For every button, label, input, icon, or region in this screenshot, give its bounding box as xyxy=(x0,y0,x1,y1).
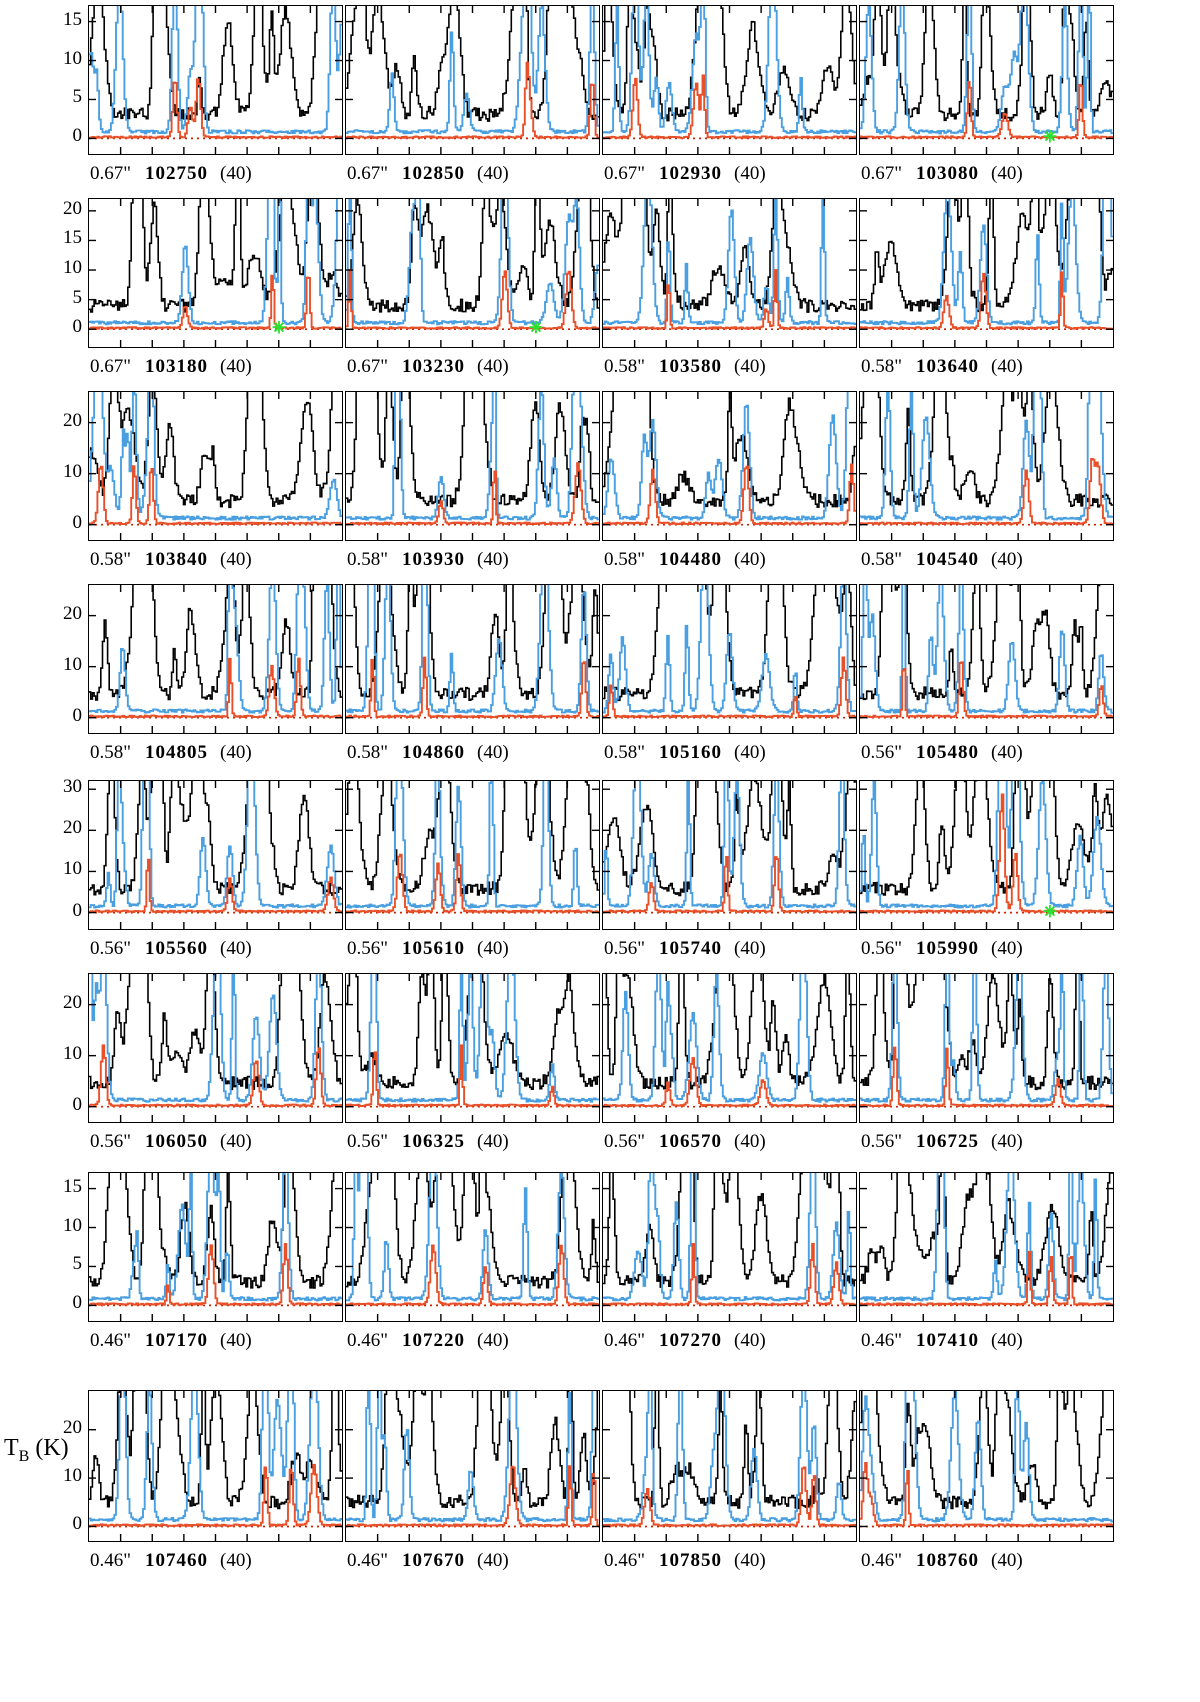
beam-size-label: 0.67" xyxy=(90,163,132,184)
frequency-label: 102850 xyxy=(402,163,466,184)
channel-count-label: (40) xyxy=(991,163,1023,184)
plot-area xyxy=(859,5,1114,155)
frequency-label: 103180 xyxy=(145,356,209,377)
beam-size-label: 0.58" xyxy=(861,356,903,377)
frequency-label: 107410 xyxy=(916,1330,980,1351)
beam-size-label: 0.56" xyxy=(861,742,903,763)
channel-count-label: (40) xyxy=(477,356,509,377)
y-axis-tick-label: 30 xyxy=(63,776,82,798)
plot-area xyxy=(602,198,857,348)
y-axis-tick-label: 0 xyxy=(72,1093,82,1115)
y-axis-tick-label: 0 xyxy=(72,704,82,726)
beam-size-label: 0.56" xyxy=(861,1131,903,1152)
frequency-label: 107670 xyxy=(402,1550,466,1571)
full-model-trace xyxy=(860,6,1113,133)
frequency-label: 105560 xyxy=(145,938,209,959)
frequency-label: 106725 xyxy=(916,1131,980,1152)
frequency-label: 105480 xyxy=(916,742,980,763)
frequency-label: 107220 xyxy=(402,1330,466,1351)
plot-area xyxy=(602,780,857,930)
panel-caption xyxy=(90,549,252,571)
panel-caption xyxy=(90,163,252,185)
beam-size-label: 0.67" xyxy=(604,163,646,184)
panel-caption xyxy=(90,1131,252,1153)
channel-count-label: (40) xyxy=(991,1330,1023,1351)
channel-count-label: (40) xyxy=(477,742,509,763)
y-axis-tick-label: 10 xyxy=(63,1465,82,1487)
y-axis-tick-label: 0 xyxy=(72,511,82,533)
channel-count-label: (40) xyxy=(734,1131,766,1152)
plot-area xyxy=(88,391,343,541)
y-axis-tick-label: 10 xyxy=(63,858,82,880)
channel-count-label: (40) xyxy=(734,1330,766,1351)
line-marker-star: ✳ xyxy=(1043,129,1057,146)
y-axis-tick-label: 10 xyxy=(63,1214,82,1236)
y-axis-tick-label: 10 xyxy=(63,47,82,69)
full-model-trace xyxy=(346,974,599,1102)
channel-count-label: (40) xyxy=(991,938,1023,959)
panel-caption xyxy=(604,742,766,764)
frequency-label: 107270 xyxy=(659,1330,723,1351)
channel-count-label: (40) xyxy=(991,742,1023,763)
panel-caption xyxy=(861,356,1023,378)
panel-caption xyxy=(604,549,766,571)
beam-size-label: 0.67" xyxy=(861,163,903,184)
y-axis-tick-label: 20 xyxy=(63,197,82,219)
frequency-label: 103930 xyxy=(402,549,466,570)
panel-caption xyxy=(347,549,509,571)
beam-size-label: 0.56" xyxy=(90,938,132,959)
beam-size-label: 0.56" xyxy=(604,1131,646,1152)
beam-size-label: 0.58" xyxy=(347,742,389,763)
beam-size-label: 0.46" xyxy=(604,1330,646,1351)
full-model-trace xyxy=(89,1173,342,1300)
frequency-label: 107460 xyxy=(145,1550,209,1571)
y-axis-tick-label: 20 xyxy=(63,817,82,839)
y-axis-tick-label: 0 xyxy=(72,1513,82,1535)
beam-size-label: 0.56" xyxy=(347,1131,389,1152)
beam-size-label: 0.67" xyxy=(347,356,389,377)
y-axis-tick-label: 5 xyxy=(72,1253,82,1275)
y-axis-tick-label: 20 xyxy=(63,602,82,624)
full-model-trace xyxy=(89,585,342,713)
frequency-label: 106050 xyxy=(145,1131,209,1152)
plot-area xyxy=(345,198,600,348)
beam-size-label: 0.67" xyxy=(347,163,389,184)
panel-caption xyxy=(347,163,509,185)
channel-count-label: (40) xyxy=(734,163,766,184)
frequency-label: 104805 xyxy=(145,742,209,763)
full-model-trace xyxy=(603,199,856,324)
frequency-label: 108760 xyxy=(916,1550,980,1571)
channel-count-label: (40) xyxy=(734,549,766,570)
observed-spectrum-trace xyxy=(860,585,1113,700)
frequency-label: 105740 xyxy=(659,938,723,959)
frequency-label: 105990 xyxy=(916,938,980,959)
observed-spectrum-trace xyxy=(860,392,1113,507)
channel-count-label: (40) xyxy=(477,938,509,959)
frequency-label: 105160 xyxy=(659,742,723,763)
full-model-trace xyxy=(603,1173,856,1300)
species-model-trace xyxy=(346,854,599,912)
channel-count-label: (40) xyxy=(477,1330,509,1351)
channel-count-label: (40) xyxy=(220,549,252,570)
plot-area xyxy=(859,1390,1114,1542)
y-axis-tick-label: 0 xyxy=(72,1292,82,1314)
beam-size-label: 0.46" xyxy=(347,1330,389,1351)
frequency-label: 104860 xyxy=(402,742,466,763)
channel-count-label: (40) xyxy=(220,1550,252,1571)
plot-area xyxy=(859,584,1114,734)
panel-caption xyxy=(604,938,766,960)
y-axis-tick-label: 0 xyxy=(72,316,82,338)
panel-caption xyxy=(347,1550,509,1572)
beam-size-label: 0.58" xyxy=(347,549,389,570)
frequency-label: 104540 xyxy=(916,549,980,570)
full-model-trace xyxy=(346,585,599,713)
y-axis-tick-label: 10 xyxy=(63,460,82,482)
observed-spectrum-trace xyxy=(89,1173,342,1288)
beam-size-label: 0.56" xyxy=(604,938,646,959)
y-axis-tick-label: 0 xyxy=(72,125,82,147)
plot-area xyxy=(602,5,857,155)
plot-area xyxy=(345,780,600,930)
plot-area xyxy=(345,5,600,155)
frequency-label: 107850 xyxy=(659,1550,723,1571)
channel-count-label: (40) xyxy=(477,1550,509,1571)
panel-caption xyxy=(90,356,252,378)
channel-count-label: (40) xyxy=(220,356,252,377)
frequency-label: 105610 xyxy=(402,938,466,959)
full-model-trace xyxy=(860,585,1113,713)
channel-count-label: (40) xyxy=(220,163,252,184)
panel-caption xyxy=(347,1330,509,1352)
plot-area xyxy=(859,780,1114,930)
plot-area xyxy=(345,584,600,734)
y-axis-tick-label: 0 xyxy=(72,899,82,921)
y-axis-tick-label: 15 xyxy=(63,227,82,249)
y-axis-tick-label: 5 xyxy=(72,286,82,308)
channel-count-label: (40) xyxy=(991,356,1023,377)
full-model-trace xyxy=(89,1391,342,1521)
channel-count-label: (40) xyxy=(220,1330,252,1351)
frequency-label: 107170 xyxy=(145,1330,209,1351)
beam-size-label: 0.58" xyxy=(604,356,646,377)
full-model-trace xyxy=(89,781,342,908)
beam-size-label: 0.56" xyxy=(347,938,389,959)
channel-count-label: (40) xyxy=(477,1131,509,1152)
line-marker-star: ✳ xyxy=(1043,904,1057,921)
y-axis-tick-label: 15 xyxy=(63,8,82,30)
channel-count-label: (40) xyxy=(991,1550,1023,1571)
frequency-label: 103080 xyxy=(916,163,980,184)
plot-area xyxy=(88,1172,343,1322)
frequency-label: 102750 xyxy=(145,163,209,184)
channel-count-label: (40) xyxy=(220,1131,252,1152)
channel-count-label: (40) xyxy=(734,1550,766,1571)
plot-area xyxy=(345,973,600,1123)
plot-area xyxy=(602,391,857,541)
panel-caption xyxy=(861,549,1023,571)
channel-count-label: (40) xyxy=(734,938,766,959)
panel-caption xyxy=(90,1550,252,1572)
plot-area xyxy=(602,584,857,734)
panel-caption xyxy=(347,356,509,378)
channel-count-label: (40) xyxy=(734,356,766,377)
channel-count-label: (40) xyxy=(734,742,766,763)
beam-size-label: 0.58" xyxy=(604,549,646,570)
line-marker-star: ✳ xyxy=(529,320,543,337)
full-model-trace xyxy=(346,392,599,520)
observed-spectrum-trace xyxy=(89,392,342,507)
frequency-label: 103230 xyxy=(402,356,466,377)
channel-count-label: (40) xyxy=(220,938,252,959)
line-marker-star: ✳ xyxy=(272,320,286,337)
beam-size-label: 0.46" xyxy=(90,1330,132,1351)
full-model-trace xyxy=(603,974,856,1102)
plot-area xyxy=(345,391,600,541)
observed-spectrum-trace xyxy=(89,974,342,1089)
observed-spectrum-trace xyxy=(603,974,856,1089)
beam-size-label: 0.58" xyxy=(90,549,132,570)
panel-caption xyxy=(347,742,509,764)
channel-count-label: (40) xyxy=(220,742,252,763)
plot-area xyxy=(88,5,343,155)
panel-caption xyxy=(90,742,252,764)
beam-size-label: 0.46" xyxy=(861,1330,903,1351)
beam-size-label: 0.56" xyxy=(861,938,903,959)
panel-caption xyxy=(604,1131,766,1153)
full-model-trace xyxy=(346,1391,599,1521)
observed-spectrum-trace xyxy=(346,1391,599,1507)
frequency-label: 106570 xyxy=(659,1131,723,1152)
plot-area xyxy=(345,1390,600,1542)
beam-size-label: 0.56" xyxy=(90,1131,132,1152)
plot-area xyxy=(345,1172,600,1322)
full-model-trace xyxy=(346,1173,599,1300)
beam-size-label: 0.67" xyxy=(90,356,132,377)
plot-area xyxy=(88,1390,343,1542)
panel-caption xyxy=(861,1550,1023,1572)
panel-caption xyxy=(861,1330,1023,1352)
plot-area xyxy=(602,973,857,1123)
frequency-label: 103840 xyxy=(145,549,209,570)
plot-area xyxy=(602,1390,857,1542)
panel-caption xyxy=(861,163,1023,185)
channel-count-label: (40) xyxy=(477,549,509,570)
observed-spectrum-trace xyxy=(603,585,856,700)
y-axis-tick-label: 10 xyxy=(63,1042,82,1064)
panel-caption xyxy=(861,742,1023,764)
plot-area xyxy=(859,973,1114,1123)
beam-size-label: 0.58" xyxy=(604,742,646,763)
species-model-trace xyxy=(603,657,856,717)
plot-area xyxy=(859,391,1114,541)
y-axis-tick-label: 15 xyxy=(63,1175,82,1197)
y-axis-label xyxy=(4,1435,69,1466)
observed-spectrum-trace xyxy=(346,392,599,507)
beam-size-label: 0.46" xyxy=(90,1550,132,1571)
y-axis-tick-label: 5 xyxy=(72,86,82,108)
frequency-label: 103580 xyxy=(659,356,723,377)
panel-caption xyxy=(90,1330,252,1352)
frequency-label: 104480 xyxy=(659,549,723,570)
beam-size-label: 0.46" xyxy=(347,1550,389,1571)
channel-count-label: (40) xyxy=(477,163,509,184)
full-model-trace xyxy=(860,1391,1113,1521)
plot-area xyxy=(859,198,1114,348)
full-model-trace xyxy=(860,781,1113,908)
panel-caption xyxy=(347,1131,509,1153)
channel-count-label: (40) xyxy=(991,1131,1023,1152)
species-model-trace xyxy=(860,459,1113,524)
panel-caption xyxy=(604,356,766,378)
y-axis-tick-label: 20 xyxy=(63,409,82,431)
plot-area xyxy=(88,584,343,734)
beam-size-label: 0.58" xyxy=(861,549,903,570)
panel-caption xyxy=(604,1330,766,1352)
frequency-label: 106325 xyxy=(402,1131,466,1152)
plot-area xyxy=(859,1172,1114,1322)
full-model-trace xyxy=(346,6,599,133)
observed-spectrum-trace xyxy=(860,1391,1113,1508)
species-model-trace xyxy=(346,1045,599,1106)
observed-spectrum-trace xyxy=(346,781,599,895)
y-axis-tick-label: 10 xyxy=(63,257,82,279)
y-axis-label-unit: (K) xyxy=(35,1435,69,1461)
plot-area xyxy=(602,1172,857,1322)
channel-count-label: (40) xyxy=(991,549,1023,570)
y-axis-tick-label: 10 xyxy=(63,653,82,675)
plot-area xyxy=(88,198,343,348)
beam-size-label: 0.46" xyxy=(604,1550,646,1571)
panel-caption xyxy=(604,1550,766,1572)
panel-caption xyxy=(861,1131,1023,1153)
panel-caption xyxy=(861,938,1023,960)
panel-caption xyxy=(347,938,509,960)
plot-area xyxy=(88,973,343,1123)
y-axis-label-subscript: B xyxy=(18,1447,30,1465)
y-axis-tick-label: 20 xyxy=(63,1416,82,1438)
species-model-trace xyxy=(860,1463,1113,1526)
observed-spectrum-trace xyxy=(346,199,599,312)
y-axis-label-symbol: T xyxy=(4,1435,19,1461)
full-model-trace xyxy=(603,781,856,908)
panel-caption xyxy=(90,938,252,960)
beam-size-label: 0.58" xyxy=(90,742,132,763)
species-model-trace xyxy=(89,1045,342,1106)
panel-caption xyxy=(604,163,766,185)
beam-size-label: 0.46" xyxy=(861,1550,903,1571)
y-axis-tick-label: 20 xyxy=(63,991,82,1013)
plot-area xyxy=(88,780,343,930)
frequency-label: 103640 xyxy=(916,356,980,377)
frequency-label: 102930 xyxy=(659,163,723,184)
observed-spectrum-trace xyxy=(346,6,599,121)
